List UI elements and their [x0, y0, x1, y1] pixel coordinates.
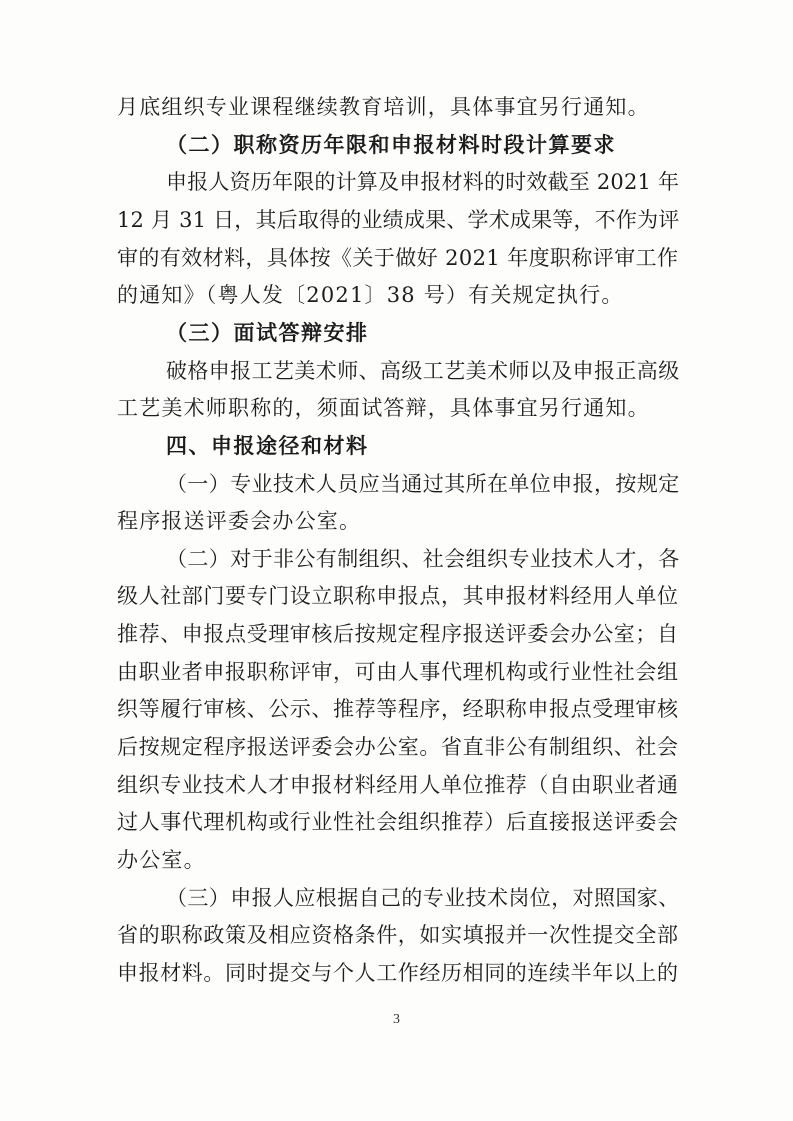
text-line: （一）专业技术人员应当通过其所在单位申报，按规定 [166, 472, 680, 496]
text-line: 12 月 31 日，其后取得的业绩成果、学术成果等，不作为评 [117, 208, 680, 232]
text-line: 推荐、申报点受理审核后按规定程序报送评委会办公室；自 [117, 622, 679, 646]
text-line: 的通知》（粤人发〔2021〕38 号）有关规定执行。 [117, 283, 624, 307]
text-line: 过人事代理机构或行业性社会组织推荐）后直接报送评委会 [117, 810, 679, 834]
text-line: 办公室。 [117, 848, 206, 872]
text-line: 申报人资历年限的计算及申报材料的时效截至 2021 年 [166, 170, 680, 194]
section-heading: （三）面试答辩安排 [166, 321, 369, 345]
text-line: （二）对于非公有制组织、社会组织专业技术人才，各 [166, 547, 680, 571]
text-line: 后按规定程序报送评委会办公室。省直非公有制组织、社会 [117, 735, 679, 759]
text-line: 组织专业技术人才申报材料经用人单位推荐（自由职业者通 [117, 773, 679, 797]
text-line: （三）申报人应根据自己的专业技术岗位，对照国家、 [166, 886, 680, 910]
text-line: 工艺美术师职称的，须面试答辩，具体事宜另行通知。 [117, 396, 650, 420]
text-line: 申报材料。同时提交与个人工作经历相同的连续半年以上的 [117, 961, 679, 985]
text-line: 月底组织专业课程继续教育培训，具体事宜另行通知。 [117, 95, 650, 119]
text-line: 织等履行审核、公示、推荐等程序，经职称申报点受理审核 [117, 697, 679, 721]
text-line: 审的有效材料，具体按《关于做好 2021 年度职称评审工作 [117, 246, 679, 270]
text-line: 级人社部门要专门设立职称申报点，其申报材料经用人单位 [117, 584, 679, 608]
text-line: 由职业者申报职称评审，可由人事代理机构或行业性社会组 [117, 660, 679, 684]
text-line: 省的职称政策及相应资格条件，如实填报并一次性提交全部 [117, 923, 679, 947]
chapter-heading: 四、申报途径和材料 [166, 434, 369, 458]
page-number: 3 [393, 1012, 400, 1027]
text-line: 破格申报工艺美术师、高级工艺美术师以及申报正高级 [166, 359, 680, 383]
section-heading: （二）职称资历年限和申报材料时段计算要求 [166, 133, 616, 157]
text-line: 程序报送评委会办公室。 [117, 509, 362, 533]
